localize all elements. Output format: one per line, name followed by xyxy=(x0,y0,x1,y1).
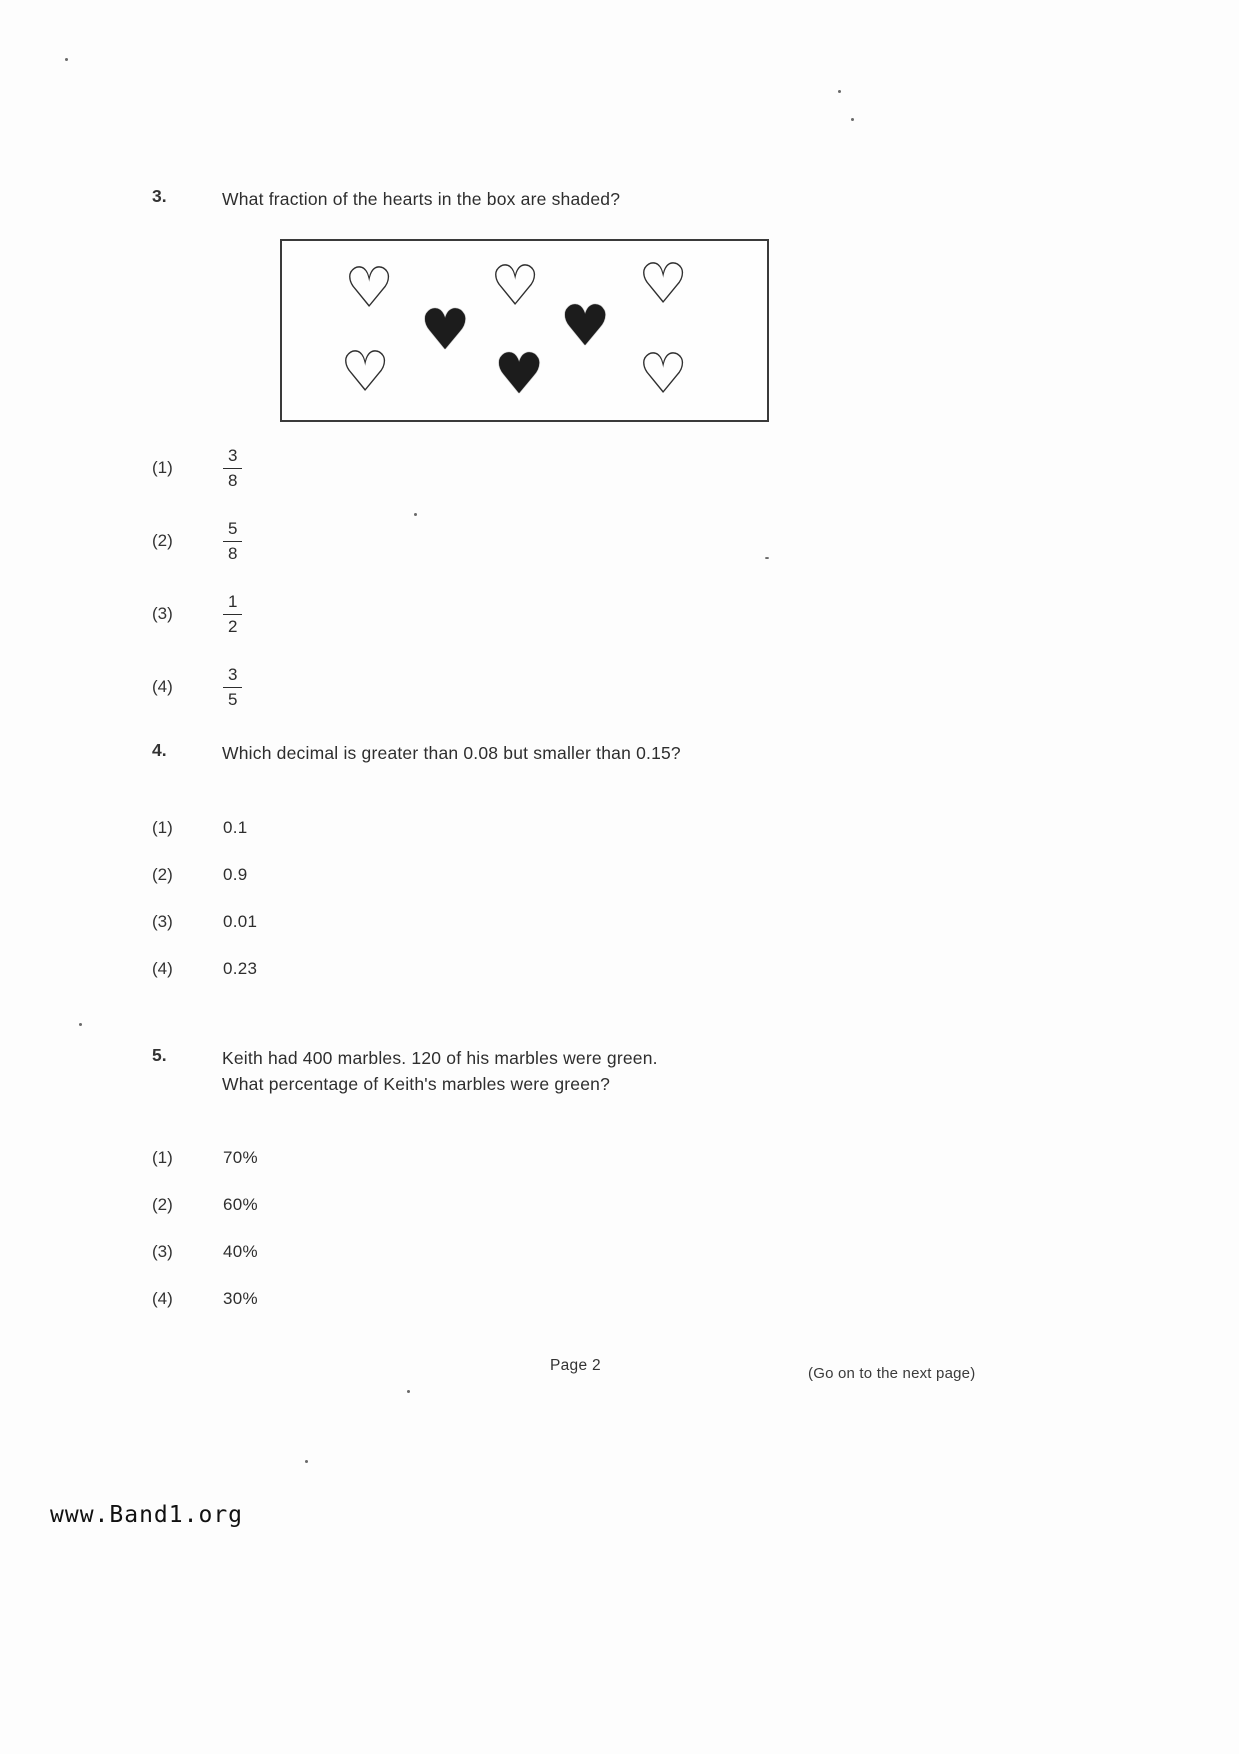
option-value: 70% xyxy=(223,1147,258,1167)
hearts-diagram xyxy=(280,239,769,422)
scan-speck xyxy=(305,1460,308,1463)
fraction-value xyxy=(223,665,242,710)
option-label: (4) xyxy=(152,959,173,979)
question-4 xyxy=(152,740,1102,1004)
option-label: (2) xyxy=(152,531,173,551)
outline-heart-icon: ♡ xyxy=(344,256,395,322)
scan-speck xyxy=(407,1390,410,1393)
option-label: (3) xyxy=(152,912,173,932)
answer-option xyxy=(152,1240,1102,1264)
option-label: (3) xyxy=(152,604,173,624)
answer-option xyxy=(152,816,1102,840)
option-label: (2) xyxy=(152,1194,173,1214)
fraction-numerator: 3 xyxy=(228,664,238,684)
question-text: What fraction of the hearts in the box are shaded? xyxy=(222,189,621,209)
outline-heart-icon: ♡ xyxy=(490,254,541,320)
option-label: (1) xyxy=(152,818,173,838)
option-label: (4) xyxy=(152,677,173,697)
question-text xyxy=(222,1045,658,1098)
option-label: (3) xyxy=(152,1241,173,1261)
scan-speck xyxy=(838,90,841,93)
option-value: 40% xyxy=(223,1241,258,1261)
scan-speck xyxy=(851,118,854,121)
shaded-heart-icon: ♥ xyxy=(494,342,545,408)
question-3-options xyxy=(152,442,1102,713)
option-label: (1) xyxy=(152,458,173,478)
outline-heart-icon: ♡ xyxy=(340,340,391,406)
answer-option xyxy=(152,910,1102,934)
answer-option xyxy=(152,1146,1102,1170)
answer-option xyxy=(152,661,1102,713)
answer-option xyxy=(152,1287,1102,1311)
fraction-denominator: 8 xyxy=(223,468,242,491)
shaded-heart-icon: ♥ xyxy=(420,298,471,364)
question-text-line-2: What percentage of Keith's marbles were green? xyxy=(222,1074,611,1095)
next-page-instruction: (Go on to the next page) xyxy=(808,1365,976,1382)
fraction-denominator: 2 xyxy=(223,614,242,637)
question-number: 3. xyxy=(152,186,167,206)
question-5 xyxy=(152,1045,1102,1334)
page-number-label: Page 2 xyxy=(550,1357,601,1374)
answer-option xyxy=(152,588,1102,640)
question-3 xyxy=(152,186,1102,734)
option-label: (1) xyxy=(152,1147,173,1167)
fraction-value xyxy=(223,446,242,491)
shaded-heart-icon: ♥ xyxy=(560,294,611,360)
scan-speck xyxy=(65,58,68,61)
option-value: 0.01 xyxy=(223,912,258,932)
option-value: 0.23 xyxy=(223,959,258,979)
answer-option xyxy=(152,957,1102,981)
answer-option xyxy=(152,515,1102,567)
question-text-line-1: Keith had 400 marbles. 120 of his marbles were green. xyxy=(222,1048,658,1068)
outline-heart-icon: ♡ xyxy=(638,252,689,318)
answer-option xyxy=(152,863,1102,887)
fraction-numerator: 5 xyxy=(228,518,238,538)
option-value: 30% xyxy=(223,1288,258,1308)
question-text: Which decimal is greater than 0.08 but smaller than 0.15? xyxy=(222,743,681,763)
fraction-value xyxy=(223,519,242,564)
question-4-options xyxy=(152,816,1102,981)
watermark-url: www.Band1.org xyxy=(50,1502,244,1528)
scan-speck xyxy=(765,557,769,559)
answer-option xyxy=(152,1193,1102,1217)
fraction-denominator: 5 xyxy=(223,687,242,710)
option-label: (4) xyxy=(152,1288,173,1308)
question-number: 4. xyxy=(152,740,167,760)
question-number: 5. xyxy=(152,1045,167,1065)
option-value: 0.9 xyxy=(223,865,248,885)
option-value: 60% xyxy=(223,1194,258,1214)
fraction-value xyxy=(223,592,242,637)
answer-option xyxy=(152,442,1102,494)
scan-speck xyxy=(414,513,417,516)
option-value: 0.1 xyxy=(223,818,248,838)
outline-heart-icon: ♡ xyxy=(638,342,689,408)
scan-speck xyxy=(79,1023,82,1026)
question-5-options xyxy=(152,1146,1102,1311)
option-label: (2) xyxy=(152,865,173,885)
fraction-denominator: 8 xyxy=(223,541,242,564)
fraction-numerator: 1 xyxy=(228,591,238,611)
fraction-numerator: 3 xyxy=(228,445,238,465)
